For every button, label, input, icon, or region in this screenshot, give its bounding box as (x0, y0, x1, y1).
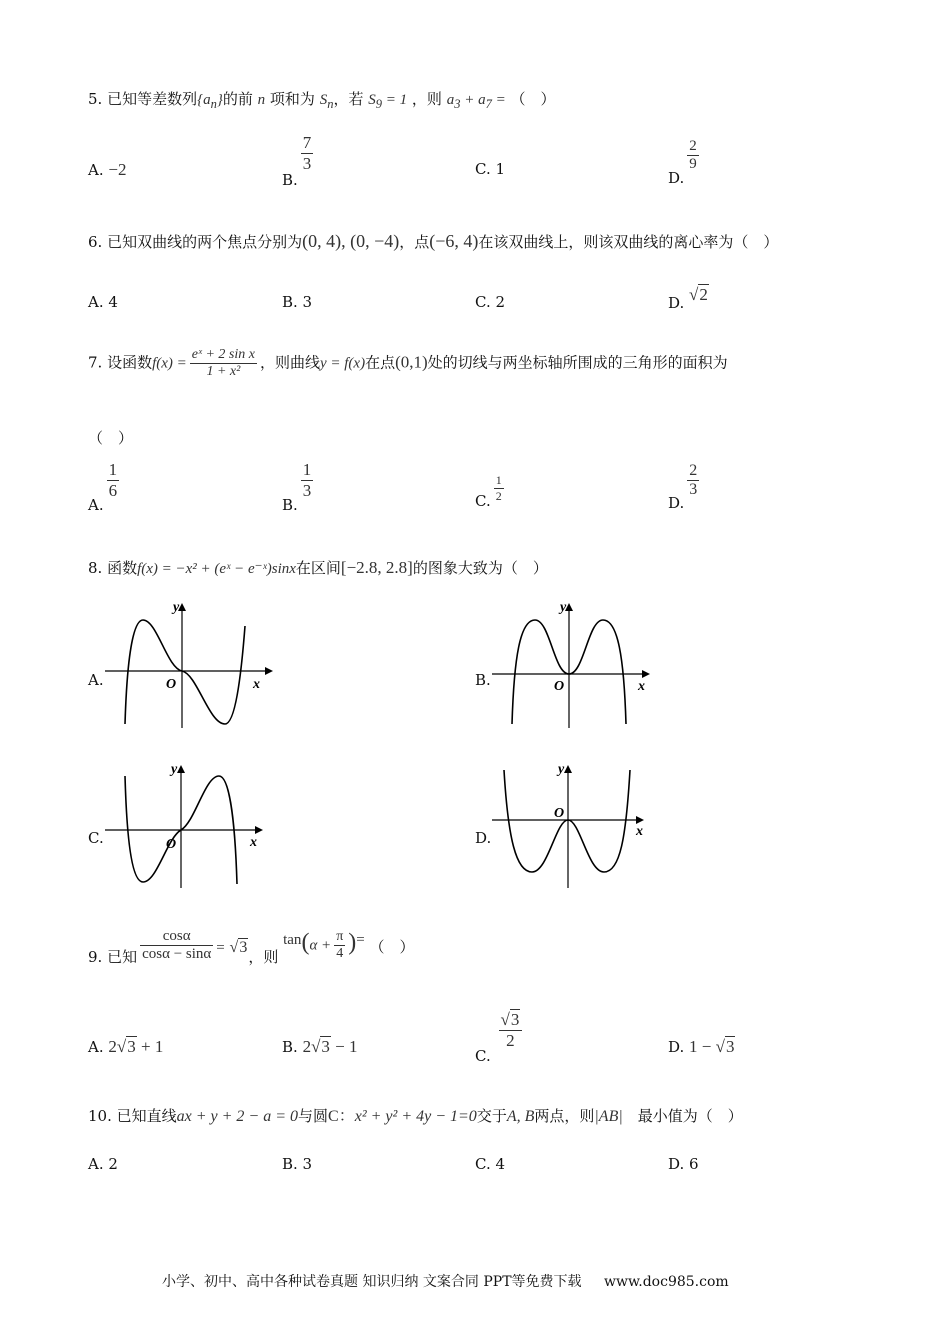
q8-graph-d (492, 758, 662, 890)
q10-option-d: D. 6 (668, 1155, 699, 1173)
q8-graph-a (105, 598, 275, 730)
sequence-symbol: $\{a_n\}$ (197, 92, 223, 111)
q6-option-c: C. 2 (475, 293, 506, 311)
y-axis-label: y (173, 600, 180, 615)
question-6-stem: 6. 已知双曲线的两个焦点分别为(0, 4), (0, −4)，点(−6, 4)在该双曲线上，则该双曲线的离心率为（ ） (88, 231, 779, 251)
sum-symbol: $S_n$ (319, 92, 334, 111)
q5-option-a: A. −2 (88, 160, 127, 179)
q10-option-a: A. 2 (88, 1155, 118, 1173)
x-axis-label: x (250, 835, 257, 850)
q7-option-c: C. $\frac{1}{2}$ (475, 473, 502, 510)
q5-option-c: C. 1 (475, 160, 506, 178)
q7-option-b: B. $\frac{1}{3}$ (282, 460, 312, 514)
q6-option-d: D. √2 (668, 285, 708, 312)
condition: $S_9 = 1$ (368, 92, 408, 111)
x-axis-label: x (636, 824, 643, 839)
q8-graph-c (105, 758, 275, 890)
x-axis-label: x (638, 679, 645, 694)
question-7-stem: 7. 设函数f(x) = $\frac{\text{eˣ + 2 sin x}}{\text{1 + x²}}$ ，则曲线y = f(x)在点(0,1)处的切线与两坐标轴所围成的三角形的面积为 (88, 347, 728, 379)
q6-option-a: A. 4 (88, 293, 118, 311)
question-8-stem: 8. 函数f(x) = −x² + (eˣ − e⁻ˣ)sinx在区间[−2.8, 2.8]的图象大致为（ ） (88, 558, 548, 577)
origin-label: O (166, 677, 177, 692)
q9-option-b: B. 2√3 − 1 (282, 1037, 358, 1056)
q8-option-c-label: C. (88, 829, 104, 847)
origin-label: O (554, 679, 565, 694)
q5-option-d: D. $\frac{2}{9}$ (668, 138, 697, 187)
footer (162, 1271, 729, 1291)
q8-option-b-label: B. (475, 671, 491, 689)
footer-text: 小学、初中、高中各种试卷真题 知识归纳 文案合同 PPT等免费下载 (162, 1274, 582, 1290)
origin-label: O (166, 837, 177, 852)
q9-option-c: C. $\frac{√3}{2}$ (475, 1010, 525, 1051)
q10-option-b: B. 3 (282, 1155, 313, 1173)
q6-option-b: B. 3 (282, 293, 313, 311)
x-axis-label: x (253, 677, 260, 692)
question-5-stem: 5. 已知等差数列$\{a_n\}$的前 n 项和为 $S_n$，若 $S_9 = 1$ ，则 $a_3 + a_7$ = （ ） (88, 90, 556, 111)
q8-graph-b (492, 598, 662, 730)
q5-option-b: B. $\frac{7}{3}$ (282, 133, 312, 189)
q9-option-d: D. 1 − √3 (668, 1037, 735, 1056)
q9-option-a: A. 2√3 + 1 (88, 1037, 164, 1056)
origin-label: O (554, 806, 565, 821)
footer-url[interactable]: www.doc985.com (603, 1274, 729, 1290)
q8-option-d-label: D. (475, 829, 492, 847)
q8-option-a-label: A. (88, 671, 104, 689)
q7-paren: （ ） (88, 429, 134, 447)
q7-option-a: A. $\frac{1}{6}$ (88, 460, 118, 514)
q7-option-d: D. $\frac{2}{3}$ (668, 462, 698, 512)
question-10-stem: 10. 已知直线ax + y + 2 − a = 0与圆C：x² + y² + 4y − 1=0交于A, B两点，则|AB| 最小值为（ ） (88, 1107, 743, 1125)
q10-option-c: C. 4 (475, 1155, 506, 1173)
asked-expression: $a_3 + a_7$ = (446, 92, 506, 111)
y-axis-label: y (558, 762, 565, 777)
y-axis-label: y (171, 762, 178, 777)
question-9-stem: 9. 已知 $\frac{\cos\alpha}{\cos\alpha - \sin\alpha}$ = √3，则 tan(α + $\frac{\pi}{4}$ )= （ ） (88, 928, 415, 966)
y-axis-label: y (560, 600, 567, 615)
